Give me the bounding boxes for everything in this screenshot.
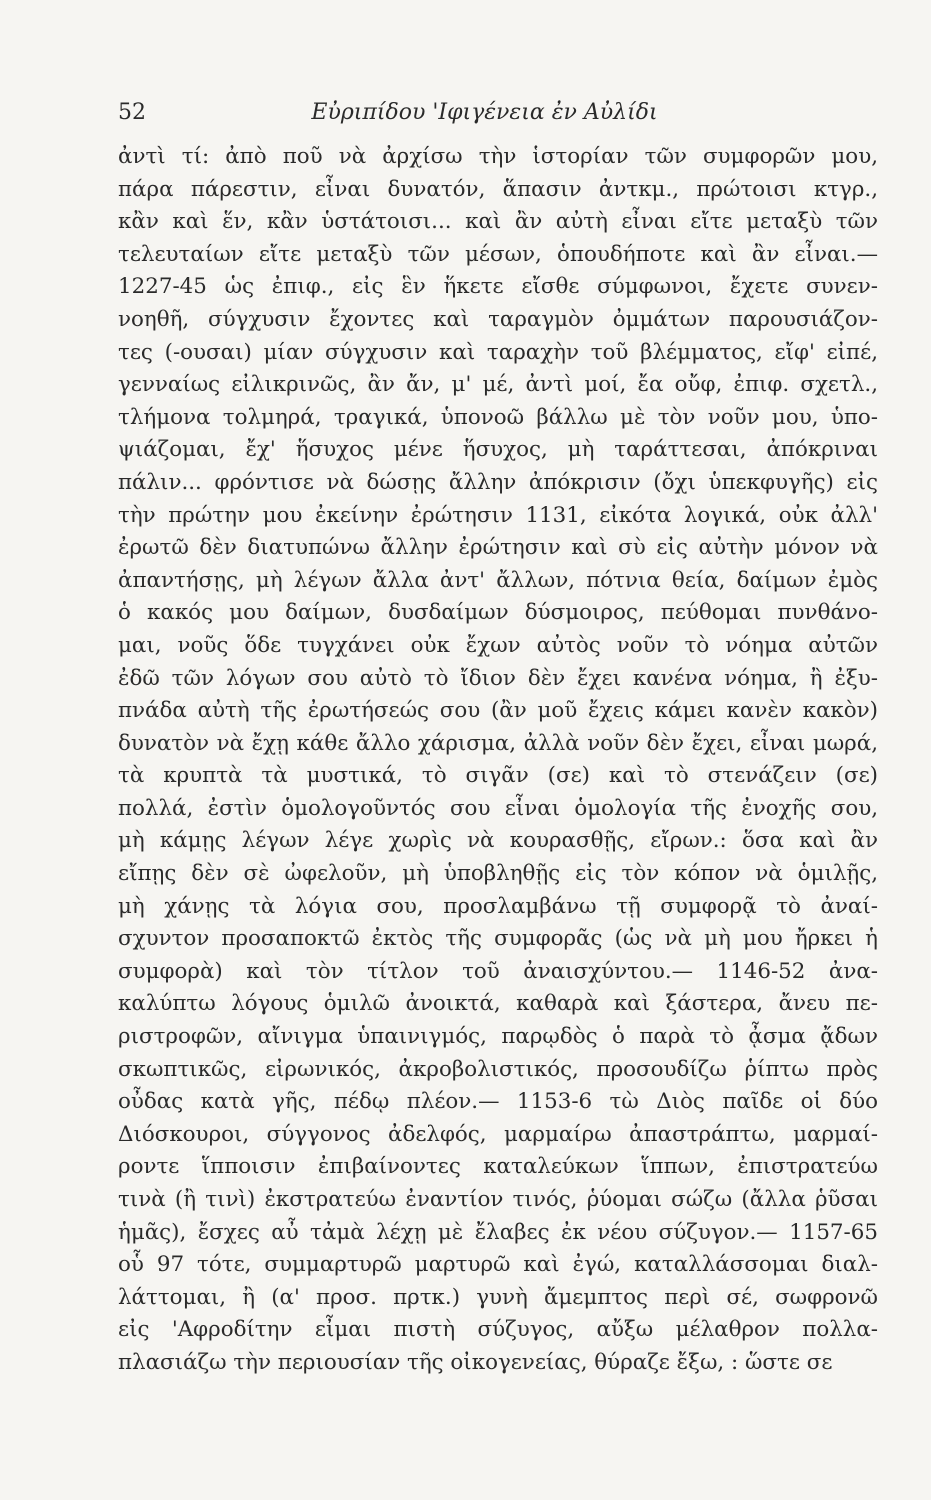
text-line: συμφορὰ) καὶ τὸν τίτλον τοῦ ἀναισχύντου.— 1146-52 ἀνα-	[118, 958, 878, 984]
text-line: τὴν πρώτην μου ἐκείνην ἐρώτησιν 1131, εἰκότα λογικά, οὐκ ἀλλ'	[118, 502, 878, 528]
text-line: ροντε ἵπποισιν ἐπιβαίνοντες καταλεύκων ἵππων, ἐπιστρατεύω	[118, 1154, 878, 1180]
text-line: ψιάζομαι, ἔχ' ἥσυχος μένε ἥσυχος, μὴ ταράττεσαι, ἀπόκριναι	[118, 437, 878, 463]
text-line: γενναίως εἰλικρινῶς, ἂν ἄν, μ' μέ, ἀντὶ μοί, ἔα οὔφ, ἐπιφ. σχετλ.,	[118, 372, 878, 398]
text-line: ὁ κακός μου δαίμων, δυσδαίμων δύσμοιρος, πεύθομαι πυνθάνο-	[118, 600, 878, 626]
page-header	[118, 100, 851, 130]
text-line: ριστροφῶν, αἴνιγμα ὑπαινιγμός, παρῳδὸς ὁ παρὰ τὸ ᾆσμα ᾄδων	[118, 1024, 878, 1050]
text-line: ἡμᾶς), ἔσχες αὖ τἀμὰ λέχῃ μὲ ἔλαβες ἐκ νέου σύζυγον.— 1157-65	[118, 1219, 878, 1245]
text-line: μαι, νοῦς ὅδε τυγχάνει οὐκ ἔχων αὐτὸς νοῦν τὸ νόημα αὐτῶν	[118, 632, 878, 658]
text-line: σκωπτικῶς, εἰρωνικός, ἀκροβολιστικός, προσουδίζω ῥίπτω πρὸς	[118, 1056, 878, 1082]
text-line: ἀπαντήσῃς, μὴ λέγων ἄλλα ἀντ' ἄλλων, πότνια θεία, δαίμων ἐμὸς	[118, 567, 878, 593]
text-line: ἀντὶ τί: ἀπὸ ποῦ νὰ ἀρχίσω τὴν ἱστορίαν τῶν συμφορῶν μου,	[118, 144, 878, 169]
text-line: εἴπῃς δὲν σὲ ὠφελοῦν, μὴ ὑποβληθῇς εἰς τὸν κόπον νὰ ὁμιλῇς,	[118, 861, 878, 887]
text-line: πνάδα αὐτὴ τῆς ἐρωτήσεώς σου (ἂν μοῦ ἔχεις κάμει κανὲν κακὸν)	[118, 698, 878, 724]
text-line: οὖδας κατὰ γῆς, πέδῳ πλέον.— 1153-6 τὼ Διὸς παῖδε οἱ δύο	[118, 1089, 878, 1115]
text-line: σχυντον προσαποκτῶ ἐκτὸς τῆς συμφορᾶς (ὡς νὰ μὴ μου ἤρκει ἡ	[118, 926, 878, 952]
text-line: πάρα πάρεστιν, εἶναι δυνατόν, ἅπασιν ἀντκμ., πρώτοισι κτγρ.,	[118, 176, 878, 202]
text-line: τὰ κρυπτὰ τὰ μυστικά, τὸ σιγᾶν (σε) καὶ τὸ στενάζειν (σε)	[118, 763, 878, 789]
text-line: ἐρωτῶ δὲν διατυπώνω ἄλλην ἐρώτησιν καὶ σὺ εἰς αὐτὴν μόνον νὰ	[118, 535, 878, 561]
text-line: μὴ χάνῃς τὰ λόγια σου, προσλαμβάνω τῇ συμφορᾷ τὸ ἀναί-	[118, 893, 878, 919]
text-line: πλασιάζω τὴν περιουσίαν τῆς οἰκογενείας, θύραζε ἔξω, : ὥστε σε	[118, 1349, 833, 1375]
text-line: Διόσκουροι, σύγγονος ἀδελφός, μαρμαίρω ἀπαστράπτω, μαρμαί-	[118, 1121, 878, 1147]
text-line: οὗ 97 τότε, συμμαρτυρῶ μαρτυρῶ καὶ ἐγώ, καταλλάσσομαι διαλ-	[118, 1252, 878, 1278]
text-line: τλήμονα τολμηρά, τραγικά, ὑπονοῶ βάλλω μὲ τὸν νοῦν μου, ὑπο-	[118, 404, 878, 430]
text-line: δυνατὸν νὰ ἔχῃ κάθε ἄλλο χάρισμα, ἀλλὰ νοῦν δὲν ἔχει, εἶναι μωρά,	[118, 730, 878, 756]
commentary-text	[118, 141, 878, 1380]
text-line: καλύπτω λόγους ὁμιλῶ ἀνοικτά, καθαρὰ καὶ ξάστερα, ἄνευ πε-	[118, 991, 878, 1017]
running-title: Εὐριπίδου 'Ιφιγένεια ἐν Αὐλίδι	[311, 100, 658, 125]
text-line: εἰς 'Αφροδίτην εἶμαι πιστὴ σύζυγος, αὔξω μέλαθρον πολλα-	[118, 1317, 878, 1343]
text-line: μὴ κάμῃς λέγων λέγε χωρὶς νὰ κουρασθῇς, εἴρων.: ὅσα καὶ ἂν	[118, 828, 878, 854]
page-number: 52	[118, 100, 146, 125]
text-line: πολλά, ἐστὶν ὁμολογοῦντός σου εἶναι ὁμολογία τῆς ἐνοχῆς σου,	[118, 795, 878, 821]
text-line: τινὰ (ἢ τινὶ) ἐκστρατεύω ἐναντίον τινός, ῥύομαι σώζω (ἄλλα ῥῦσαι	[118, 1187, 878, 1212]
text-line: τες (-ουσαι) μίαν σύγχυσιν καὶ ταραχὴν τοῦ βλέμματος, εἴφ' εἰπέ,	[118, 339, 878, 365]
text-line: λάττομαι, ἢ (α' προσ. πρτκ.) γυνὴ ἄμεμπτος περὶ σέ, σωφρονῶ	[118, 1284, 878, 1310]
text-line: τελευταίων εἴτε μεταξὺ τῶν μέσων, ὁπουδήποτε καὶ ἂν εἶναι.—	[118, 241, 878, 267]
text-line: νοηθῆ, σύγχυσιν ἔχοντες καὶ ταραγμὸν ὀμμάτων παρουσιάζον-	[118, 306, 878, 332]
text-line: πάλιν... φρόντισε νὰ δώσῃς ἄλλην ἀπόκρισιν (ὄχι ὑπεκφυγῆς) εἰς	[118, 469, 878, 495]
text-line: κἂν καὶ ἕν, κἂν ὑστάτοισι... καὶ ἂν αὐτὴ εἶναι εἴτε μεταξὺ τῶν	[118, 209, 878, 235]
text-line: ἐδῶ τῶν λόγων σου αὐτὸ τὸ ἴδιον δὲν ἔχει κανένα νόημα, ἢ ἐξυ-	[118, 665, 878, 691]
text-line: 1227-45 ὡς ἐπιφ., εἰς ἓν ἥκετε εἴσθε σύμφωνοι, ἔχετε συνεν-	[118, 274, 878, 300]
